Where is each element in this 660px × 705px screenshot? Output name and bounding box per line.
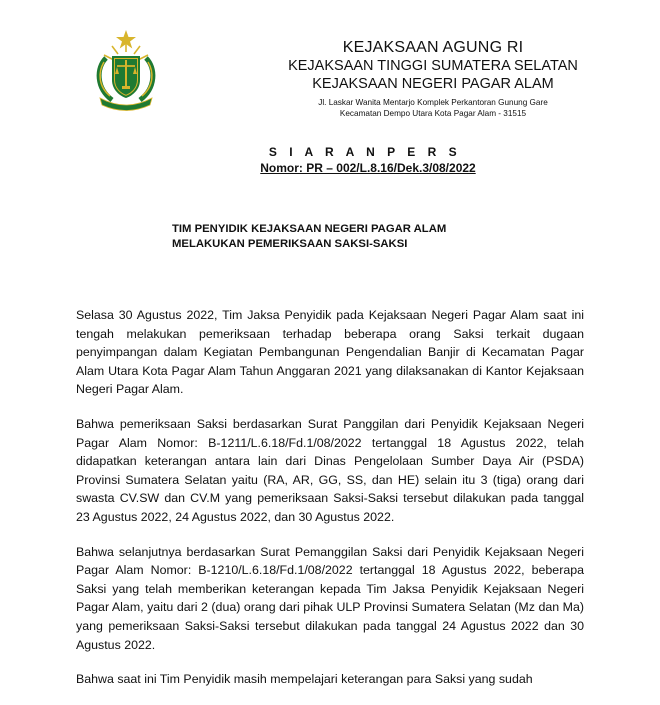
paragraph: Bahwa saat ini Tim Penyidik masih mempelajari keterangan para Saksi yang sudah (76, 672, 533, 687)
paragraph: Bahwa selanjutnya berdasarkan Surat Pemanggilan Saksi dari Penyidik Kejaksaan Negeri Pagar Alam Nomor: B-1210/L.6.18/Fd.1/08/2022 tertanggal 18 Agustus 2022, beberapa Saksi yang telah memberikan keterangan kepada Tim Jaksa Penyidik Kejaksaan Negeri Pagar Alam, yaitu dari 2 (dua) orang dari pihak ULP Provinsi Sumatera Selatan (Mz dan Ma) yang pemeriksaan Saksi-Saksi tersebut dilakukan pada tanggal 24 Agustus 2022 dan 30 Agustus 2022. (76, 544, 584, 652)
address-line-2: Kecamatan Dempo Utara Kota Pagar Alam - 31515 (339, 108, 527, 118)
kejaksaan-emblem-icon (88, 28, 164, 112)
press-release-title: S I A R A N P E R S (268, 145, 462, 159)
institution-line-2: KEJAKSAAN TINGGI SUMATERA SELATAN (288, 58, 578, 74)
headline-line-1: TIM PENYIDIK KEJAKSAAN NEGERI PAGAR ALAM (172, 223, 447, 235)
body-text (76, 306, 584, 705)
letterhead (223, 38, 643, 119)
press-release-heading (0, 145, 660, 175)
headline (172, 222, 446, 252)
address-line-1: Jl. Laskar Wanita Mentarjo Komplek Perkantoran Gunung Gare (318, 98, 548, 107)
headline-line-2: MELAKUKAN PEMERIKSAAN SAKSI-SAKSI (172, 238, 408, 250)
institution-line-1: KEJAKSAAN AGUNG RI (342, 39, 524, 56)
paragraph: Bahwa pemeriksaan Saksi berdasarkan Surat Panggilan dari Penyidik Kejaksaan Negeri Pagar Alam Nomor: B-1211/L.6.18/Fd.1/08/2022 tertanggal 18 Agustus 2022, telah didapatkan keterangan antara lain dari Dinas Pengelolaan Sumber Daya Air (PSDA) Provinsi Sumatera Selatan yaitu (RA, AR, GG, SS, dan HE) selain itu 3 (tiga) orang dari swasta CV.SW dan CV.M yang pemeriksaan Saksi-Saksi tersebut dilakukan pada tanggal 23 Agustus 2022, 24 Agustus 2022, dan 30 Agustus 2022. (76, 416, 584, 524)
press-release-number: Nomor: PR – 002/L.8.16/Dek.3/08/2022 (260, 161, 476, 175)
institution-line-3: KEJAKSAAN NEGERI PAGAR ALAM (312, 76, 554, 92)
paragraph: Selasa 30 Agustus 2022, Tim Jaksa Penyidik pada Kejaksaan Negeri Pagar Alam saat ini tengah melakukan pemeriksaan terhadap beberapa orang Saksi terkait dugaan penyimpangan dalam Kegiatan Pembangunan Pengendalian Banjir di Kecamatan Pagar Alam Utara Kota Pagar Alam Tahun Anggaran 2021 yang dilaksanakan di Kantor Kejaksaan Negeri Pagar Alam. (76, 308, 584, 397)
